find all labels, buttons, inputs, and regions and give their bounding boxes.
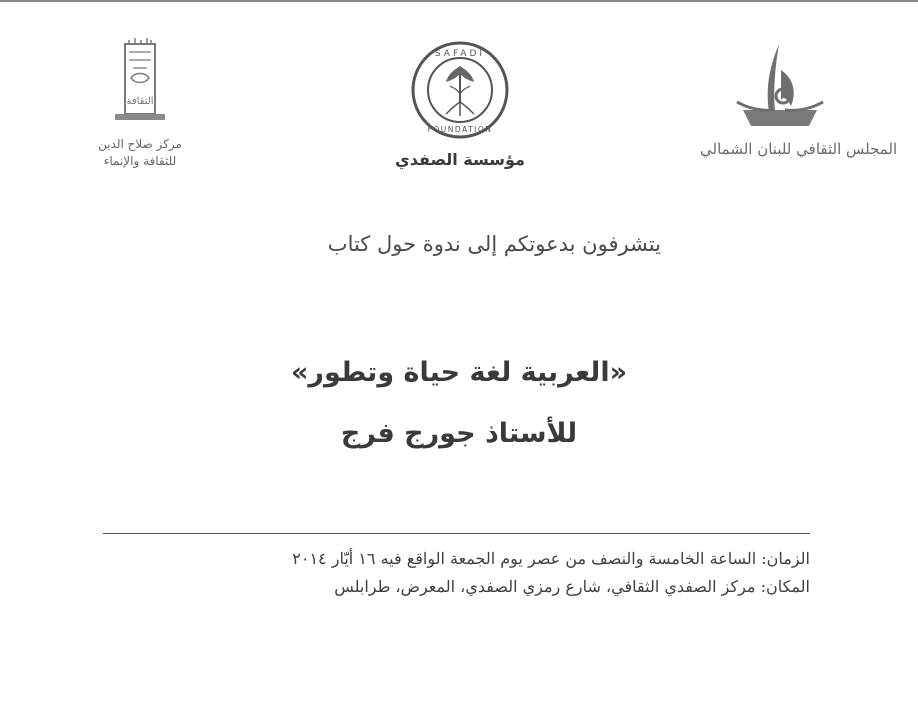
event-place: المكان: مركز الصفدي الثقافي، شارع رمزي الصفدي، المعرض، طرابلس [334,577,810,596]
salah-eddine-center-logo [70,38,210,170]
tree-emblem-icon [410,40,510,140]
center-name-line1: مركز صلاح الدين [98,137,182,151]
calligraphy-tower-icon [105,38,175,130]
book-title: «العربية لغة حياة وتطور» [290,357,628,388]
cultural-council-name: المجلس الثقافي للبنان الشمالي [700,140,898,158]
invitation-intro: يتشرفون بدعوتكم إلى ندوة حول كتاب [327,232,661,256]
top-border-rule [0,0,918,2]
author-name: للأستاذ جورج فرج [340,418,578,449]
event-time: الزمان: الساعة الخامسة والنصف من عصر يوم الجمعة الواقع فيه ١٦ أيّار ٢٠١٤ [292,549,810,568]
center-name-line2: للثقافة والإنماء [103,154,177,168]
cultural-council-logo [700,40,898,158]
safadi-foundation-name: مؤسسة الصفدي [395,150,525,169]
divider-rule [103,533,810,534]
emblem-text-bottom: FOUNDATION [427,125,493,134]
quill-ship-icon [735,40,825,130]
left-emblem-text: الثقافة [126,96,154,107]
safadi-foundation-logo [390,40,530,169]
emblem-text-top: SAFADI [434,49,486,59]
